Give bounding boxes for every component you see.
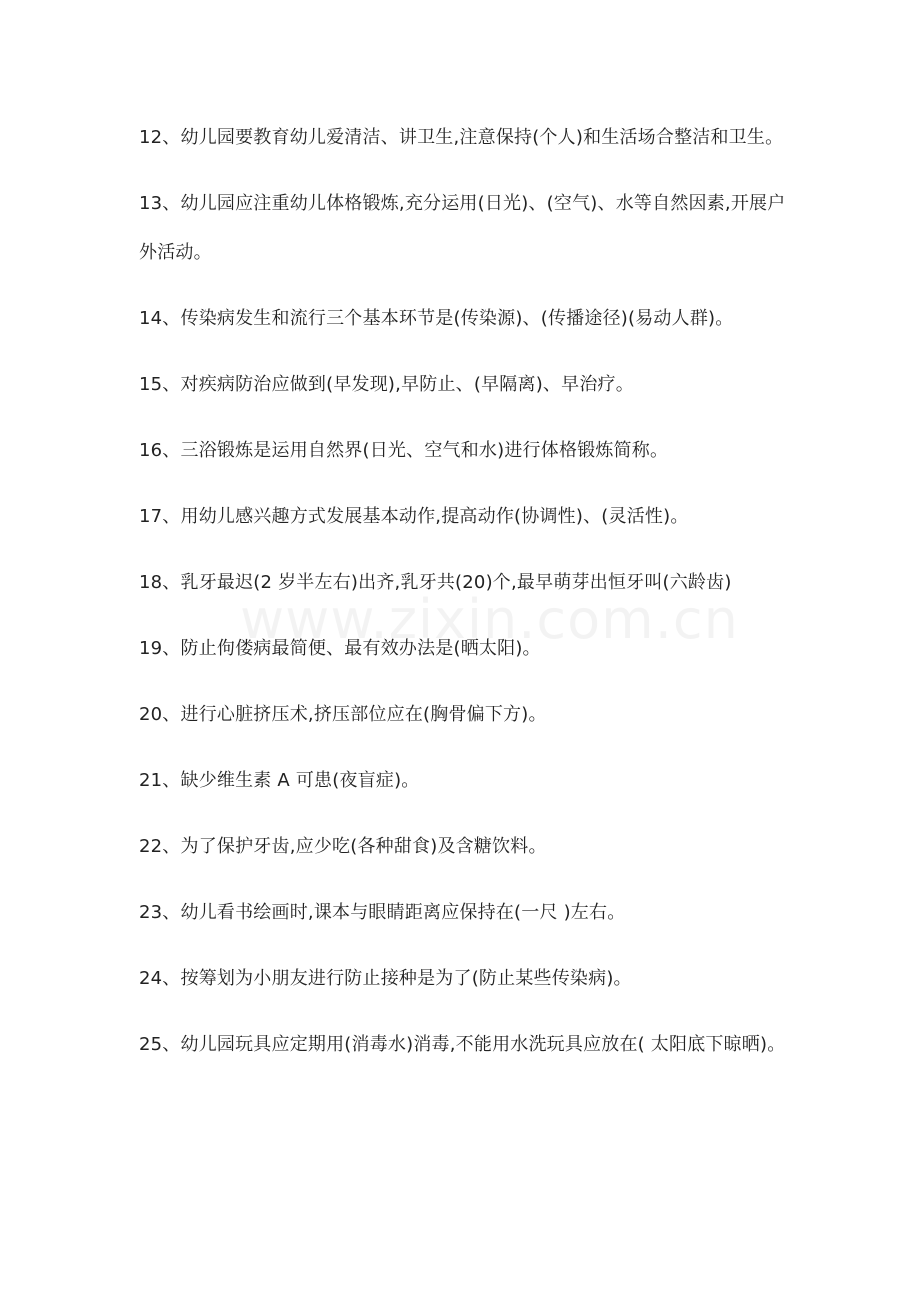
list-item: 13、幼儿园应注重幼儿体格锻炼,充分运用(日光)、(空气)、水等自然因素,开展户外活动。: [139, 193, 786, 263]
list-item: 25、幼儿园玩具应定期用(消毒水)消毒,不能用水洗玩具应放在( 太阳底下晾晒)。: [139, 1034, 786, 1055]
list-item: 23、幼儿看书绘画时,课本与眼睛距离应保持在(一尺 )左右。: [139, 902, 626, 923]
list-item: 20、进行心脏挤压术,挤压部位应在(胸骨偏下方)。: [139, 704, 547, 725]
list-item: 15、对疾病防治应做到(早发现),早防止、(早隔离)、早治疗。: [139, 374, 634, 395]
document-body: [139, 113, 789, 1086]
list-item: 19、防止佝偻病最简便、最有效办法是(晒太阳)。: [139, 638, 541, 659]
list-item: 16、三浴锻炼是运用自然界(日光、空气和水)进行体格锻炼简称。: [139, 440, 669, 461]
list-item: 22、为了保护牙齿,应少吃(各种甜食)及含糖饮料。: [139, 836, 547, 857]
list-item: 12、幼儿园要教育幼儿爱清洁、讲卫生,注意保持(个人)和生活场合整洁和卫生。: [139, 127, 784, 148]
list-item: 14、传染病发生和流行三个基本环节是(传染源)、(传播途径)(易动人群)。: [139, 308, 734, 329]
list-item: 24、按筹划为小朋友进行防止接种是为了(防止某些传染病)。: [139, 968, 632, 989]
list-item: 18、乳牙最迟(2 岁半左右)出齐,乳牙共(20)个,最早萌芽出恒牙叫(六龄齿): [139, 572, 732, 593]
list-item: 17、用幼儿感兴趣方式发展基本动作,提高动作(协调性)、(灵活性)。: [139, 506, 689, 527]
list-item: 21、缺少维生素 A 可患(夜盲症)。: [139, 770, 420, 791]
